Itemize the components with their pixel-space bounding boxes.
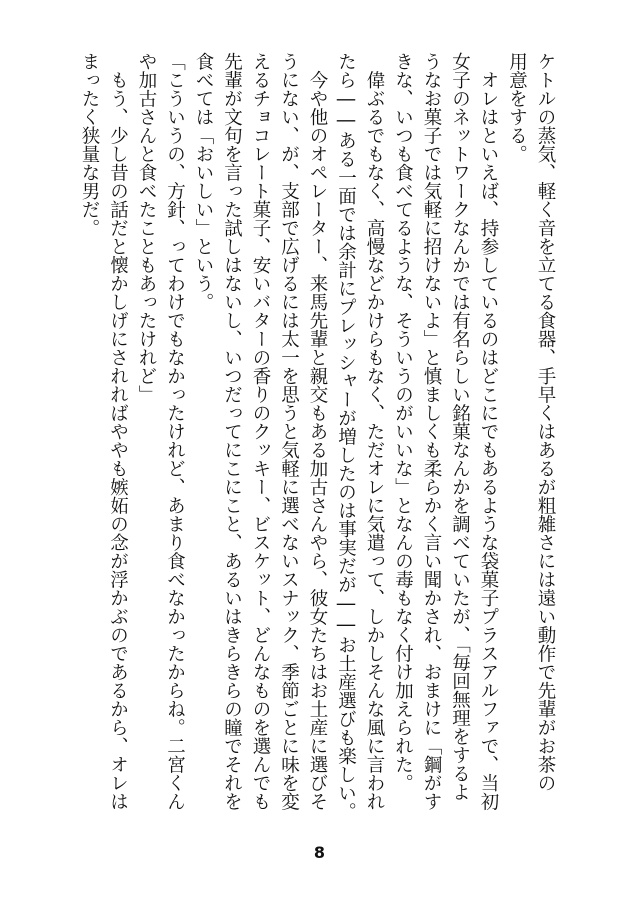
text-line: ケトルの蒸気、軽く音を立てる食器、手早くはあるが粗雑さには遠い動作で先輩がお茶の	[535, 52, 556, 792]
text-line: 食べては「おいしい」という。	[193, 52, 214, 311]
text-line: 「こういうの、方針、ってわけでもなかったけれど、あまり食べなかったからね。二宮くん	[164, 52, 186, 811]
text-line: 用意をする。	[506, 52, 528, 163]
text-line: オレはといえば、持参しているのはどこにでもあるような袋菓子プラスアルファで、当初	[478, 52, 499, 811]
text-line: えるチョコレート菓子、安いバターの香りのクッキー、ビスケット、どんなものを選んでも	[250, 52, 271, 811]
text-line: まったく狭量な男だ。	[79, 52, 100, 237]
page-number: 8	[313, 843, 326, 862]
text-line: 先輩が文句を言った試しはないし、いつだってにこにこと、あるいはきらきらの瞳でそれを	[221, 52, 243, 811]
text-line: もう、少し昔の話だと懐かしげにされればややも嫉妬の念が浮かぶのであるから、オレは	[107, 52, 129, 811]
text-line: 今や他のオペレーター、来馬先輩と親交もある加古さんやら、彼女たちはお土産に選びそ	[307, 52, 328, 811]
vertical-body-text	[59, 52, 559, 827]
text-line: や加古さんと食べたこともあったけれど」	[136, 52, 157, 404]
text-line: うにない、が、支部で広げるには太一を思うと気軽に選べないスナック、季節ごとに味を変	[278, 52, 300, 811]
text-line: きな、いつも食べてるような、そういうのがいいな」となんの毒もなく付け加えられた。	[392, 52, 414, 792]
text-line: うなお菓子では気軽に招けないよ」と慎ましくも柔らかく言い聞かされ、おまけに「鋼がす	[421, 52, 442, 811]
text-line: たら――ある一面では余計にプレッシャーが増したのは事実だが――お土産選びも楽しい。	[335, 52, 357, 821]
text-line: 偉ぶるでもなく、高慢などかけらもなく、ただオレに気遣って、しかしそんな風に言われ	[364, 52, 385, 811]
text-line: 女子のネットワークなんかでは有名らしい銘菓なんかを調べていたが、「毎回無理をするよ	[449, 52, 471, 802]
